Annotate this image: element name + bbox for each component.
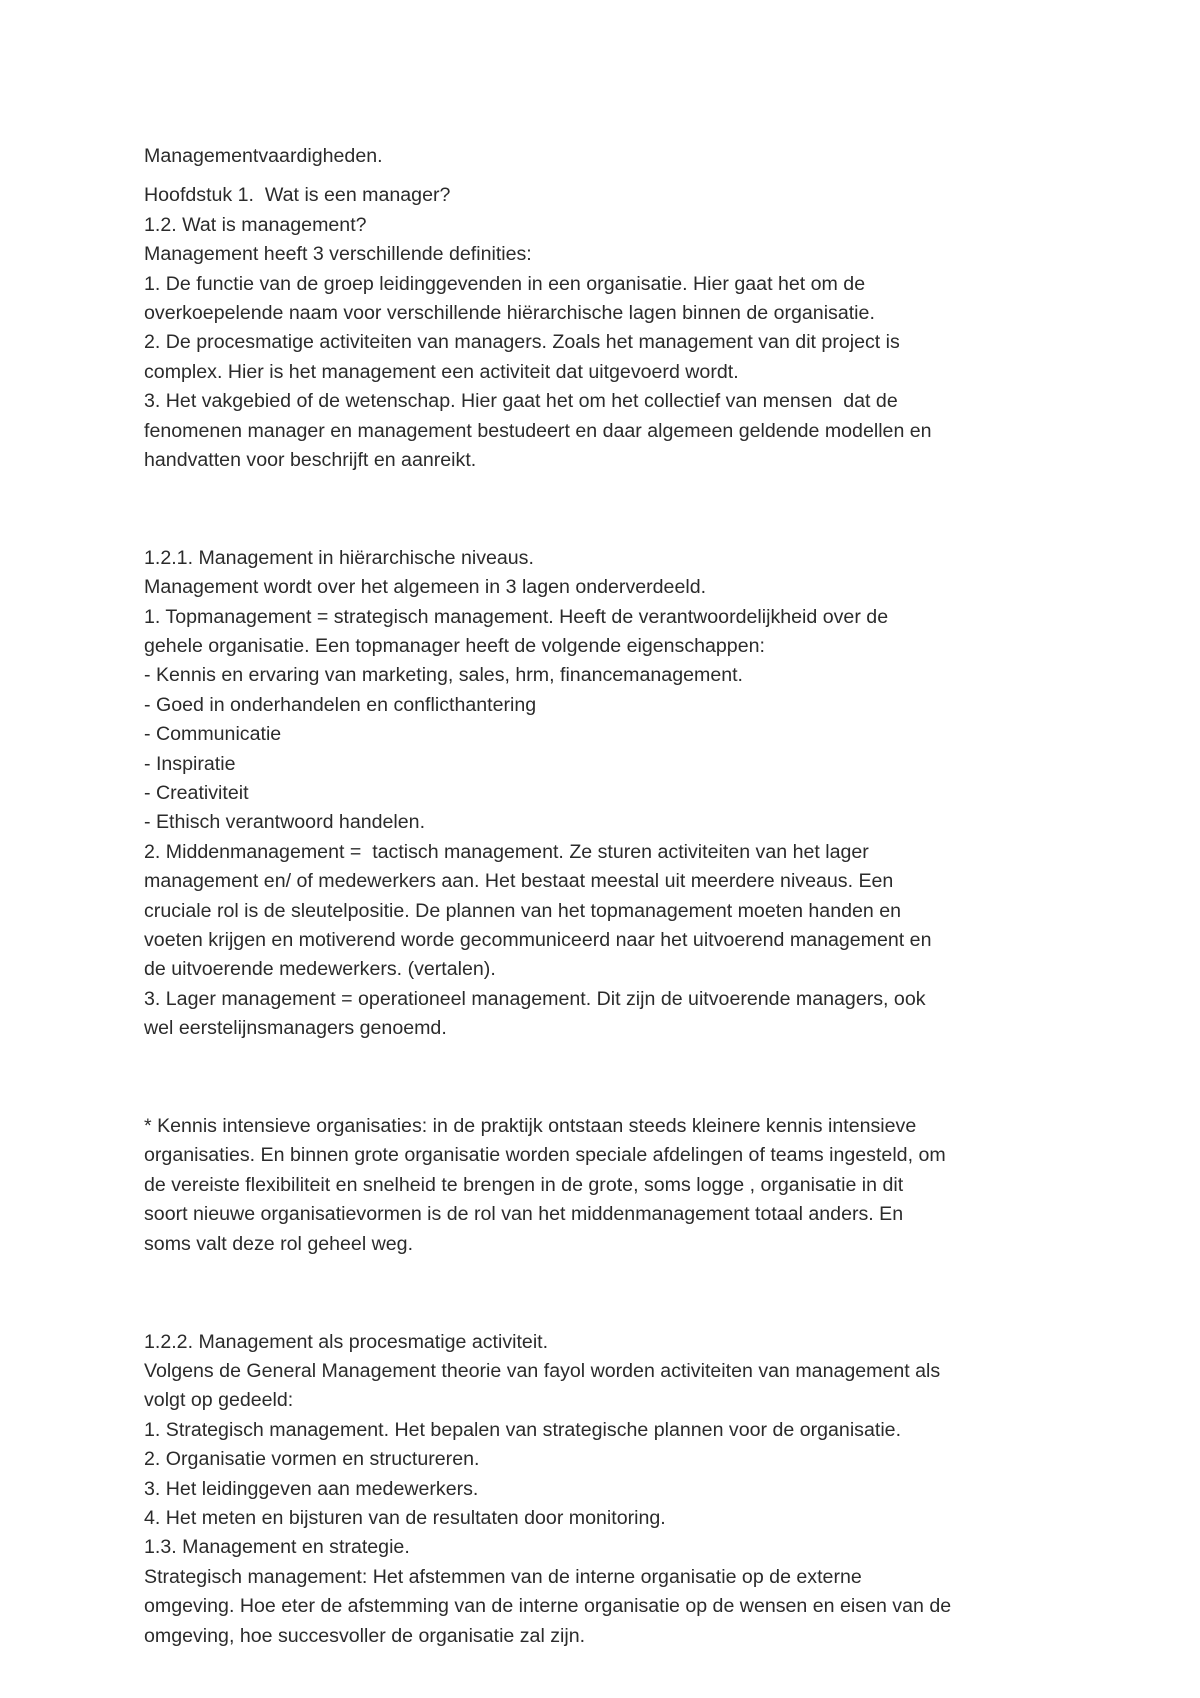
text-line: 3. Het leidinggeven aan medewerkers. — [144, 1477, 479, 1500]
text-line: 4. Het meten en bijsturen van de resultaten door monitoring. — [144, 1506, 666, 1529]
text-line: Management wordt over het algemeen in 3 lagen onderverdeeld. — [144, 576, 707, 599]
text-line: 3. Het vakgebied of de wetenschap. Hier gaat het om het collectief van mensen dat de — [144, 390, 898, 413]
text-line: - Kennis en ervaring van marketing, sales, hrm, financemanagement. — [144, 664, 743, 687]
text-line: - Ethisch verantwoord handelen. — [144, 811, 426, 834]
text-line: organisaties. En binnen grote organisatie worden speciale afdelingen of teams ingesteld, om — [144, 1144, 946, 1167]
text-line: de vereiste flexibiliteit en snelheid te brengen in de grote, soms logge , organisatie in dit — [144, 1173, 904, 1196]
text-line: * Kennis intensieve organisaties: in de praktijk ontstaan steeds kleinere kennis intensieve — [144, 1115, 917, 1138]
text-line: handvatten voor beschrijft en aanreikt. — [144, 448, 477, 471]
text-line: 1.3. Management en strategie. — [144, 1536, 410, 1559]
text-line: 2. Organisatie vormen en structureren. — [144, 1448, 480, 1471]
text-line: management en/ of medewerkers aan. Het bestaat meestal uit meerdere niveaus. Een — [144, 870, 894, 893]
text-line: voeten krijgen en motiverend worde gecommuniceerd naar het uitvoerend management en — [144, 928, 932, 951]
text-line: Management heeft 3 verschillende definities: — [144, 243, 532, 266]
document-body — [144, 142, 1104, 1651]
text-line: fenomenen manager en management bestudeert en daar algemeen geldende modellen en — [144, 419, 932, 442]
text-line: 2. Middenmanagement = tactisch management. Ze sturen activiteiten van het lager — [144, 840, 869, 863]
text-line: omgeving. Hoe eter de afstemming van de interne organisatie op de wensen en eisen van de — [144, 1595, 952, 1618]
text-line: complex. Hier is het management een activiteit dat uitgevoerd wordt. — [144, 360, 739, 383]
text-line: - Inspiratie — [144, 752, 236, 775]
text-line: gehele organisatie. Een topmanager heeft de volgende eigenschappen: — [144, 635, 765, 658]
text-line: soms valt deze rol geheel weg. — [144, 1232, 414, 1255]
text-line: overkoepelende naam voor verschillende hiërarchische lagen binnen de organisatie. — [144, 301, 875, 324]
text-line: Strategisch management: Het afstemmen van de interne organisatie op de externe — [144, 1565, 862, 1588]
text-line: - Creativiteit — [144, 782, 249, 804]
text-line: soort nieuwe organisatievormen is de rol van het middenmanagement totaal anders. En — [144, 1203, 904, 1226]
text-line: 1. De functie van de groep leidinggevenden in een organisatie. Hier gaat het om de — [144, 272, 866, 295]
text-line: de uitvoerende medewerkers. (vertalen). — [144, 958, 496, 981]
document-lines — [144, 181, 1104, 1651]
blank-line — [144, 1279, 1104, 1308]
text-line: 2. De procesmatige activiteiten van managers. Zoals het management van dit project is — [144, 331, 900, 354]
text-line: 1.2.1. Management in hiërarchische niveaus. — [144, 546, 534, 569]
text-line: volgt op gedeeld: — [144, 1389, 294, 1412]
text-line: 1. Topmanagement = strategisch management. Heeft de verantwoordelijkheid over de — [144, 605, 889, 628]
text-line: cruciale rol is de sleutelpositie. De plannen van het topmanagement moeten handen en — [144, 899, 902, 922]
text-line: 1.2. Wat is management? — [144, 213, 367, 236]
text-line: 1. Strategisch management. Het bepalen van strategische plannen voor de organisatie. — [144, 1418, 902, 1441]
blank-line — [144, 1063, 1104, 1092]
text-line: Hoofdstuk 1. Wat is een manager? — [144, 184, 451, 207]
text-line: Volgens de General Management theorie van fayol worden activiteiten van management als — [144, 1360, 941, 1383]
text-line: wel eerstelijnsmanagers genoemd. — [144, 1017, 447, 1040]
text-line: omgeving, hoe succesvoller de organisatie zal zijn. — [144, 1624, 586, 1647]
text-line: - Communicatie — [144, 723, 282, 746]
text-line: - Goed in onderhandelen en conflicthantering — [144, 693, 537, 716]
blank-line — [144, 495, 1104, 524]
text-line: 1.2.2. Management als procesmatige activiteit. — [144, 1330, 549, 1353]
document-title: Managementvaardigheden. — [144, 145, 383, 167]
text-line: 3. Lager management = operationeel management. Dit zijn de uitvoerende managers, ook — [144, 987, 926, 1010]
